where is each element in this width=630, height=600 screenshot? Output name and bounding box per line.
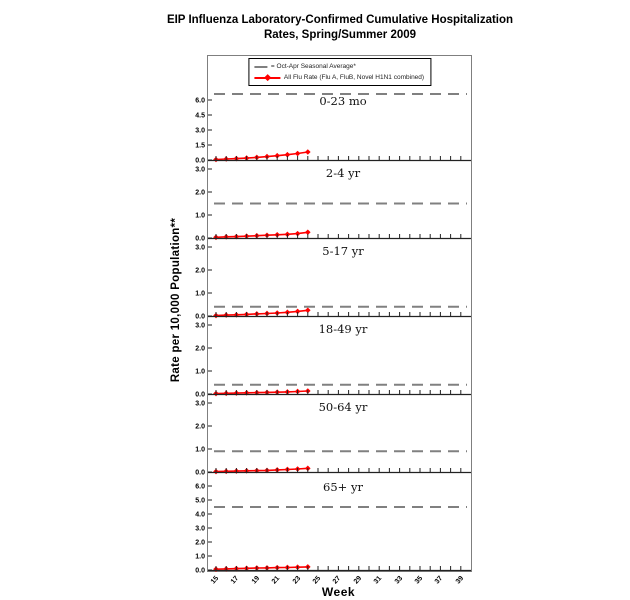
panels-container: [195, 56, 471, 575]
flu-rate-line-swatch: [254, 74, 280, 81]
flu-rate-line: [216, 391, 308, 394]
y-tick-label: 3.0: [195, 525, 205, 533]
y-tick-label: 0.0: [195, 391, 205, 399]
y-tick-label: 3.0: [195, 400, 205, 408]
flu-rate-line: [216, 310, 308, 315]
y-tick-label: 4.5: [195, 112, 205, 120]
flu-rate-marker: [295, 151, 301, 157]
y-tick-label: 0.0: [195, 157, 205, 165]
panel-label: 0-23 mo: [319, 94, 367, 108]
x-tick-label: 35: [413, 575, 425, 586]
y-tick-label: 1.0: [195, 446, 205, 454]
y-tick-label: 1.5: [195, 142, 205, 150]
chart-title: [60, 13, 620, 43]
y-tick-label: 1.0: [195, 553, 205, 561]
y-tick-label: 3.0: [195, 244, 205, 252]
panel-5-17-yr: [195, 239, 471, 321]
y-tick-label: 1.0: [195, 212, 205, 220]
y-tick-label: 3.0: [195, 166, 205, 174]
y-tick-label: 0.0: [195, 313, 205, 321]
panel-label: 2-4 yr: [325, 166, 361, 180]
y-tick-label: 0.0: [195, 235, 205, 243]
legend-seasonal-label: = Oct-Apr Seasonal Average*: [270, 63, 356, 70]
y-tick-label: 2.0: [195, 189, 205, 197]
x-tick-label: 25: [311, 575, 323, 586]
legend-row-seasonal: [254, 61, 424, 72]
panel-65-yr: [195, 473, 471, 575]
flu-rate-line: [216, 567, 308, 569]
x-tick-label: 27: [332, 575, 343, 586]
y-tick-label: 3.0: [195, 127, 205, 135]
flu-rate-line: [216, 152, 308, 160]
x-tick-label: 31: [372, 575, 384, 586]
panel-plot: [195, 239, 471, 321]
chart-title-line2: Rates, Spring/Summer 2009: [263, 28, 417, 41]
chart-frame: [195, 55, 472, 575]
panel-label: 50-64 yr: [318, 400, 368, 414]
panel-label: 18-49 yr: [318, 322, 368, 336]
x-tick-label: 37: [434, 575, 445, 586]
y-tick-label: 0.0: [195, 567, 205, 575]
panel-plot: [195, 473, 471, 575]
legend-box: [248, 58, 431, 86]
y-tick-label: 2.0: [195, 423, 205, 431]
flu-rate-line: [216, 232, 308, 237]
legend-flu-label: All Flu Rate (Flu A, FluB, Novel H1N1 combined): [283, 74, 425, 82]
x-tick-label: 19: [250, 575, 261, 586]
panel-plot: [195, 161, 471, 243]
y-tick-label: 1.0: [195, 290, 205, 298]
x-tick-label: 29: [352, 575, 363, 586]
y-tick-label: 5.0: [195, 497, 205, 505]
seasonal-average-line-swatch: [254, 66, 267, 68]
panel-label: 5-17 yr: [322, 244, 364, 258]
x-tick-label: 23: [291, 575, 302, 586]
flu-rate-marker: [305, 149, 311, 155]
panel-plot: [195, 395, 471, 477]
panel-2-4-yr: [195, 161, 471, 243]
chart-title-line1: EIP Influenza Laboratory-Confirmed Cumulative Hospitalization: [166, 14, 514, 26]
x-tick-label: 21: [270, 575, 282, 586]
y-tick-label: 2.0: [195, 267, 205, 275]
legend-row-flu: [254, 72, 424, 83]
x-tick-label: 15: [209, 575, 221, 586]
y-tick-label: 0.0: [195, 469, 205, 477]
x-tick-label: 39: [454, 575, 465, 586]
panel-label: 65+ yr: [323, 480, 363, 494]
y-tick-label: 1.0: [195, 368, 205, 376]
x-tick-label: 17: [230, 575, 241, 586]
panel-plot: [195, 317, 471, 399]
y-tick-label: 4.0: [195, 511, 205, 519]
x-axis-title: Week: [321, 585, 356, 599]
flu-rate-line: [216, 468, 308, 471]
panel-18-49-yr: [195, 317, 471, 399]
y-tick-label: 3.0: [195, 322, 205, 330]
y-axis-title: Rate per 10,000 Population**: [170, 217, 182, 383]
y-tick-label: 6.0: [195, 483, 205, 491]
y-tick-label: 2.0: [195, 345, 205, 353]
x-tick-label: 33: [393, 575, 404, 586]
y-tick-label: 2.0: [195, 539, 205, 547]
panel-50-64-yr: [195, 395, 471, 477]
y-tick-label: 6.0: [195, 97, 205, 105]
